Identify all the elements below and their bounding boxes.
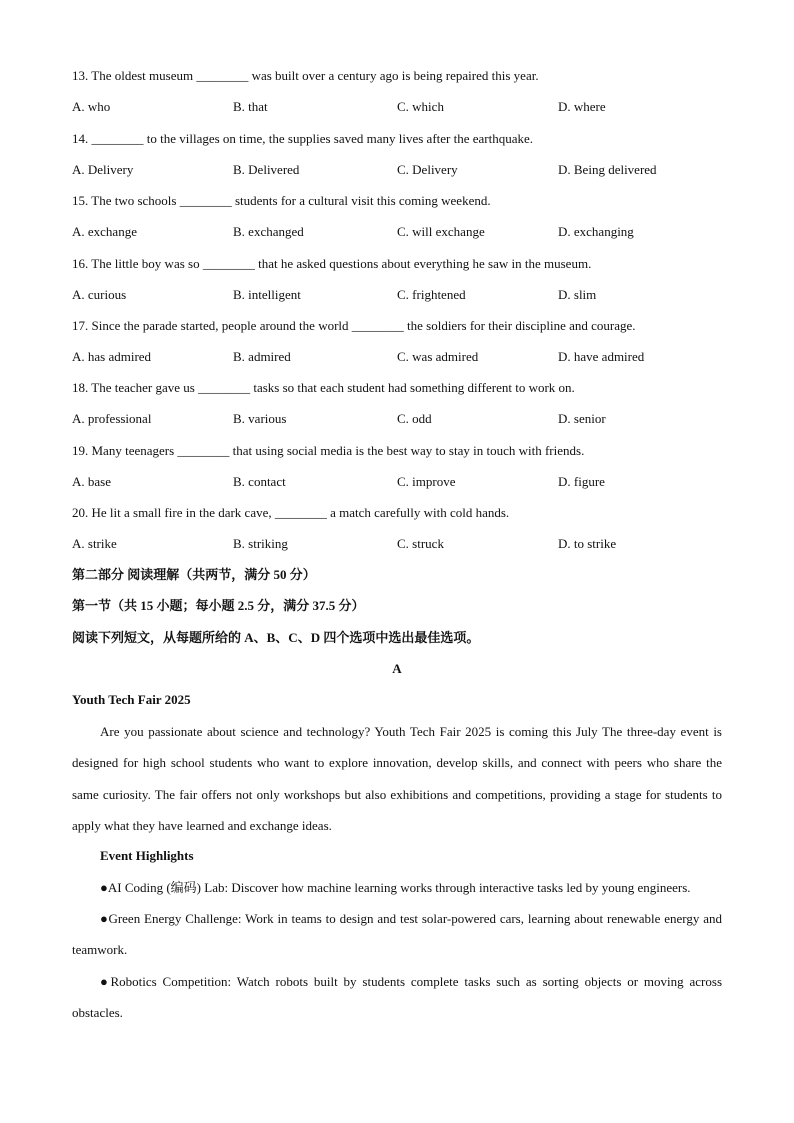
question-13-stem: 13. The oldest museum ________ was built over a century ago is being repaired this year.: [72, 68, 539, 83]
option-c: C. will exchange: [397, 224, 485, 239]
option-a: A. professional: [72, 411, 152, 426]
option-d: D. where: [558, 99, 606, 114]
option-c: C. struck: [397, 536, 444, 551]
instructions: 阅读下列短文，从每题所给的 A、B、C、D 四个选项中选出最佳选项。: [72, 630, 480, 645]
question-18-options: [72, 411, 732, 427]
question-14-options: [72, 162, 732, 178]
option-d: D. senior: [558, 411, 606, 426]
question-17-stem: 17. Since the parade started, people around the world ________ the soldiers for their discipline and courage.: [72, 318, 636, 333]
option-c: C. odd: [397, 411, 432, 426]
question-13-options: [72, 99, 732, 115]
highlight-green-energy: ●Green Energy Challenge: Work in teams to design and test solar-powered cars, learning about renewable energy and teamwork.: [72, 911, 722, 958]
highlight-ai-coding: ●AI Coding (编码) Lab: Discover how machine learning works through interactive tasks led by young engineers.: [100, 880, 691, 895]
option-a: A. exchange: [72, 224, 137, 239]
option-b: B. exchanged: [233, 224, 304, 239]
option-a: A. strike: [72, 536, 117, 551]
option-d: D. slim: [558, 287, 597, 302]
question-14-stem: 14. ________ to the villages on time, the supplies saved many lives after the earthquake.: [72, 131, 534, 146]
option-b: B. various: [233, 411, 287, 426]
subsection-title: 第一节（共 15 小题；每小题 2.5 分，满分 37.5 分）: [72, 598, 365, 613]
option-b: B. Delivered: [233, 162, 300, 177]
option-a: A. base: [72, 474, 111, 489]
option-a: A. who: [72, 99, 111, 114]
question-19-options: [72, 474, 732, 490]
option-d: D. Being delivered: [558, 162, 657, 177]
question-20-stem: 20. He lit a small fire in the dark cave, ________ a match carefully with cold hands.: [72, 505, 510, 520]
passage-intro: Are you passionate about science and technology? Youth Tech Fair 2025 is coming this July The three-day event is designed for high school students who want to explore innovation, develop skills, and connect with peers who share the same curiosity. The fair offers not only workshops but also exhibitions and competitions, providing a stage for students to apply what they have learned and exchange ideas.: [72, 724, 722, 833]
question-15-options: [72, 224, 732, 240]
option-a: A. has admired: [72, 349, 152, 364]
option-c: C. was admired: [397, 349, 479, 364]
highlights-heading: Event Highlights: [100, 848, 194, 863]
question-16-options: [72, 287, 732, 303]
option-d: D. to strike: [558, 536, 617, 551]
question-16-stem: 16. The little boy was so ________ that he asked questions about everything he saw in the museum.: [72, 256, 592, 271]
option-a: A. curious: [72, 287, 127, 302]
passage-title: Youth Tech Fair 2025: [72, 692, 191, 707]
question-15-stem: 15. The two schools ________ students for a cultural visit this coming weekend.: [72, 193, 491, 208]
question-18-stem: 18. The teacher gave us ________ tasks so that each student had something different to work on.: [72, 380, 575, 395]
option-c: C. improve: [397, 474, 456, 489]
option-d: D. figure: [558, 474, 605, 489]
option-b: B. intelligent: [233, 287, 301, 302]
question-20-options: [72, 536, 732, 552]
option-b: B. contact: [233, 474, 286, 489]
option-c: C. frightened: [397, 287, 466, 302]
option-b: B. striking: [233, 536, 288, 551]
option-b: B. admired: [233, 349, 291, 364]
option-c: C. Delivery: [397, 162, 458, 177]
option-b: B. that: [233, 99, 268, 114]
question-17-options: [72, 349, 732, 365]
highlight-robotics: ●Robotics Competition: Watch robots built by students complete tasks such as sorting objects or moving across obstacles.: [72, 974, 722, 1021]
question-19-stem: 19. Many teenagers ________ that using social media is the best way to stay in touch with friends.: [72, 443, 585, 458]
option-a: A. Delivery: [72, 162, 134, 177]
part-title: 第二部分 阅读理解（共两节，满分 50 分）: [72, 567, 316, 582]
option-d: D. exchanging: [558, 224, 634, 239]
option-c: C. which: [397, 99, 444, 114]
option-d: D. have admired: [558, 349, 645, 364]
passage-letter: A: [392, 661, 402, 676]
